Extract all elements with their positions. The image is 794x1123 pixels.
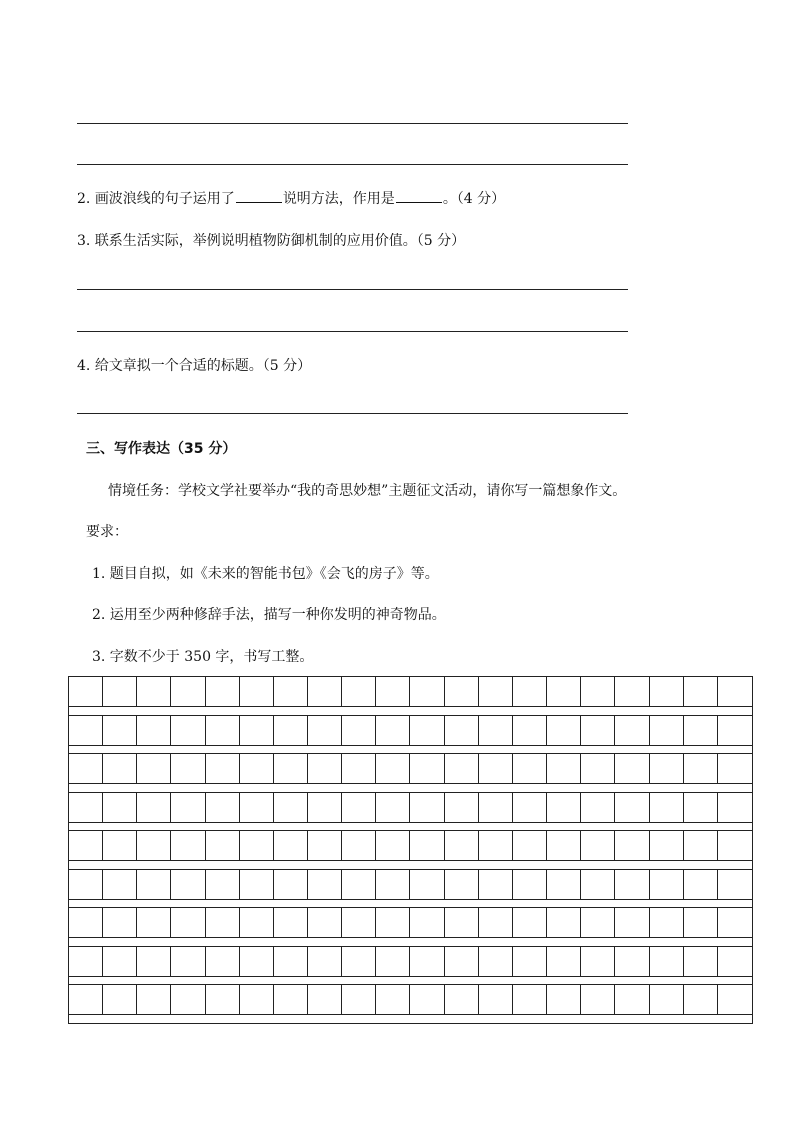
section-heading: 三、写作表达（35 分） bbox=[86, 441, 237, 457]
grid-cell[interactable] bbox=[206, 908, 240, 938]
grid-cell[interactable] bbox=[411, 831, 445, 861]
grid-cell[interactable] bbox=[274, 908, 308, 938]
question-3 bbox=[77, 232, 465, 250]
grid-cell[interactable] bbox=[684, 677, 718, 707]
grid-cell[interactable] bbox=[547, 754, 581, 784]
grid-cell[interactable] bbox=[479, 716, 513, 746]
grid-cell[interactable] bbox=[581, 985, 615, 1015]
grid-cell[interactable] bbox=[240, 870, 274, 900]
grid-cell[interactable] bbox=[171, 754, 205, 784]
grid-cell[interactable] bbox=[240, 677, 274, 707]
grid-cell[interactable] bbox=[615, 908, 649, 938]
grid-cell[interactable] bbox=[171, 793, 205, 823]
grid-cell[interactable] bbox=[376, 793, 410, 823]
grid-cell[interactable] bbox=[342, 870, 376, 900]
grid-cell[interactable] bbox=[171, 947, 205, 977]
fill-blank-effect[interactable] bbox=[396, 190, 442, 203]
grid-cell[interactable] bbox=[718, 908, 752, 938]
answer-line[interactable] bbox=[77, 123, 628, 124]
grid-cell[interactable] bbox=[376, 870, 410, 900]
grid-cell[interactable] bbox=[376, 677, 410, 707]
grid-cell[interactable] bbox=[513, 908, 547, 938]
grid-cell[interactable] bbox=[342, 793, 376, 823]
grid-cell[interactable] bbox=[445, 793, 479, 823]
grid-cell[interactable] bbox=[206, 985, 240, 1015]
grid-cell[interactable] bbox=[581, 677, 615, 707]
grid-cell[interactable] bbox=[240, 985, 274, 1015]
question-4-number: 4. bbox=[77, 358, 91, 374]
grid-cell[interactable] bbox=[69, 754, 103, 784]
grid-cell[interactable] bbox=[274, 985, 308, 1015]
grid-cell[interactable] bbox=[103, 947, 137, 977]
grid-cell[interactable] bbox=[274, 870, 308, 900]
grid-cell[interactable] bbox=[308, 908, 342, 938]
grid-cell[interactable] bbox=[479, 754, 513, 784]
grid-cell[interactable] bbox=[103, 831, 137, 861]
grid-row bbox=[69, 947, 752, 977]
composition-grid[interactable] bbox=[68, 676, 753, 1024]
question-2-number: 2. bbox=[77, 191, 91, 207]
grid-cell[interactable] bbox=[308, 831, 342, 861]
grid-cell[interactable] bbox=[547, 985, 581, 1015]
grid-cell[interactable] bbox=[69, 947, 103, 977]
grid-cell[interactable] bbox=[240, 947, 274, 977]
grid-cell[interactable] bbox=[137, 793, 171, 823]
grid-cell[interactable] bbox=[171, 870, 205, 900]
grid-cell[interactable] bbox=[445, 831, 479, 861]
grid-cell[interactable] bbox=[718, 793, 752, 823]
grid-cell[interactable] bbox=[69, 985, 103, 1015]
grid-cell[interactable] bbox=[547, 793, 581, 823]
question-3-text: 联系生活实际，举例说明植物防御机制的应用价值。（5 分） bbox=[94, 233, 466, 249]
grid-cell[interactable] bbox=[615, 677, 649, 707]
grid-cell[interactable] bbox=[581, 947, 615, 977]
grid-cell[interactable] bbox=[411, 716, 445, 746]
grid-cell[interactable] bbox=[650, 831, 684, 861]
grid-cell[interactable] bbox=[206, 793, 240, 823]
grid-cell[interactable] bbox=[581, 793, 615, 823]
grid-cell[interactable] bbox=[137, 947, 171, 977]
grid-cell[interactable] bbox=[718, 985, 752, 1015]
grid-cell[interactable] bbox=[445, 985, 479, 1015]
grid-row bbox=[69, 677, 752, 707]
grid-cell[interactable] bbox=[171, 677, 205, 707]
grid-cell[interactable] bbox=[650, 870, 684, 900]
grid-cell[interactable] bbox=[103, 716, 137, 746]
grid-cell[interactable] bbox=[513, 985, 547, 1015]
question-2-text-after: 。（4 分） bbox=[442, 191, 506, 207]
grid-row bbox=[69, 985, 752, 1015]
grid-cell[interactable] bbox=[445, 677, 479, 707]
grid-cell[interactable] bbox=[103, 793, 137, 823]
grid-cell[interactable] bbox=[547, 908, 581, 938]
grid-cell[interactable] bbox=[581, 870, 615, 900]
grid-cell[interactable] bbox=[171, 985, 205, 1015]
grid-cell[interactable] bbox=[581, 908, 615, 938]
grid-cell[interactable] bbox=[650, 754, 684, 784]
grid-cell[interactable] bbox=[581, 754, 615, 784]
grid-cell[interactable] bbox=[513, 831, 547, 861]
grid-cell[interactable] bbox=[274, 716, 308, 746]
fill-blank-method[interactable] bbox=[236, 190, 282, 203]
grid-cell[interactable] bbox=[513, 793, 547, 823]
grid-cell[interactable] bbox=[274, 793, 308, 823]
grid-cell[interactable] bbox=[411, 793, 445, 823]
grid-cell[interactable] bbox=[547, 947, 581, 977]
question-4 bbox=[77, 357, 311, 375]
grid-cell[interactable] bbox=[376, 947, 410, 977]
grid-cell[interactable] bbox=[445, 908, 479, 938]
grid-row bbox=[69, 754, 752, 784]
grid-cell[interactable] bbox=[479, 870, 513, 900]
grid-cell[interactable] bbox=[342, 908, 376, 938]
requirement-item: 2. 运用至少两种修辞手法，描写一种你发明的神奇物品。 bbox=[92, 607, 446, 623]
grid-cell[interactable] bbox=[103, 908, 137, 938]
question-2-text-middle: 说明方法，作用是 bbox=[282, 191, 395, 207]
grid-row bbox=[69, 831, 752, 861]
grid-cell[interactable] bbox=[69, 677, 103, 707]
grid-cell[interactable] bbox=[342, 831, 376, 861]
grid-cell[interactable] bbox=[411, 908, 445, 938]
grid-cell[interactable] bbox=[650, 947, 684, 977]
grid-cell[interactable] bbox=[615, 947, 649, 977]
grid-cell[interactable] bbox=[274, 947, 308, 977]
grid-cell[interactable] bbox=[308, 677, 342, 707]
grid-cell[interactable] bbox=[274, 754, 308, 784]
grid-cell[interactable] bbox=[684, 831, 718, 861]
grid-cell[interactable] bbox=[684, 870, 718, 900]
question-3-number: 3. bbox=[77, 233, 91, 249]
grid-cell[interactable] bbox=[308, 985, 342, 1015]
grid-cell[interactable] bbox=[513, 754, 547, 784]
grid-cell[interactable] bbox=[615, 870, 649, 900]
grid-cell[interactable] bbox=[650, 985, 684, 1015]
grid-cell[interactable] bbox=[615, 985, 649, 1015]
grid-cell[interactable] bbox=[206, 716, 240, 746]
grid-cell[interactable] bbox=[171, 831, 205, 861]
grid-cell[interactable] bbox=[308, 716, 342, 746]
grid-cell[interactable] bbox=[103, 870, 137, 900]
grid-cell[interactable] bbox=[240, 908, 274, 938]
grid-cell[interactable] bbox=[684, 793, 718, 823]
grid-cell[interactable] bbox=[411, 677, 445, 707]
requirements-label: 要求： bbox=[86, 524, 128, 540]
grid-cell[interactable] bbox=[411, 754, 445, 784]
grid-cell[interactable] bbox=[376, 908, 410, 938]
grid-cell[interactable] bbox=[718, 677, 752, 707]
grid-cell[interactable] bbox=[479, 677, 513, 707]
question-2-text-before: 画波浪线的句子运用了 bbox=[94, 191, 235, 207]
grid-cell[interactable] bbox=[137, 870, 171, 900]
grid-cell[interactable] bbox=[513, 716, 547, 746]
answer-line[interactable] bbox=[77, 413, 628, 414]
grid-row bbox=[69, 870, 752, 900]
grid-cell[interactable] bbox=[445, 870, 479, 900]
grid-cell[interactable] bbox=[718, 831, 752, 861]
grid-cell[interactable] bbox=[376, 716, 410, 746]
grid-cell[interactable] bbox=[411, 947, 445, 977]
grid-cell[interactable] bbox=[479, 947, 513, 977]
grid-cell[interactable] bbox=[308, 870, 342, 900]
grid-cell[interactable] bbox=[137, 985, 171, 1015]
grid-cell[interactable] bbox=[376, 754, 410, 784]
grid-cell[interactable] bbox=[479, 908, 513, 938]
grid-cell[interactable] bbox=[547, 831, 581, 861]
grid-cell[interactable] bbox=[684, 716, 718, 746]
grid-cell[interactable] bbox=[308, 793, 342, 823]
answer-line[interactable] bbox=[77, 331, 628, 332]
grid-cell[interactable] bbox=[445, 754, 479, 784]
grid-cell[interactable] bbox=[69, 908, 103, 938]
grid-cell[interactable] bbox=[342, 716, 376, 746]
grid-cell[interactable] bbox=[513, 947, 547, 977]
writing-task: 情境任务：学校文学社要举办“我的奇思妙想”主题征文活动，请你写一篇想象作文。 bbox=[108, 483, 627, 499]
grid-cell[interactable] bbox=[411, 870, 445, 900]
grid-cell[interactable] bbox=[479, 831, 513, 861]
grid-cell[interactable] bbox=[479, 793, 513, 823]
grid-cell[interactable] bbox=[513, 677, 547, 707]
grid-cell[interactable] bbox=[206, 754, 240, 784]
grid-cell[interactable] bbox=[581, 716, 615, 746]
grid-cell[interactable] bbox=[650, 908, 684, 938]
grid-cell[interactable] bbox=[69, 793, 103, 823]
grid-cell[interactable] bbox=[171, 908, 205, 938]
grid-cell[interactable] bbox=[206, 677, 240, 707]
grid-cell[interactable] bbox=[718, 716, 752, 746]
grid-cell[interactable] bbox=[103, 677, 137, 707]
grid-row bbox=[69, 908, 752, 938]
grid-cell[interactable] bbox=[615, 793, 649, 823]
grid-cell[interactable] bbox=[445, 716, 479, 746]
grid-row bbox=[69, 716, 752, 746]
grid-cell[interactable] bbox=[240, 831, 274, 861]
grid-cell[interactable] bbox=[137, 716, 171, 746]
grid-cell[interactable] bbox=[581, 831, 615, 861]
grid-cell[interactable] bbox=[718, 870, 752, 900]
grid-cell[interactable] bbox=[411, 985, 445, 1015]
grid-cell[interactable] bbox=[650, 793, 684, 823]
grid-cell[interactable] bbox=[206, 947, 240, 977]
grid-cell[interactable] bbox=[513, 870, 547, 900]
grid-cell[interactable] bbox=[718, 754, 752, 784]
question-2 bbox=[77, 190, 505, 208]
grid-cell[interactable] bbox=[684, 754, 718, 784]
grid-cell[interactable] bbox=[308, 947, 342, 977]
question-4-text: 给文章拟一个合适的标题。（5 分） bbox=[94, 358, 312, 374]
grid-cell[interactable] bbox=[376, 831, 410, 861]
grid-cell[interactable] bbox=[342, 677, 376, 707]
grid-cell[interactable] bbox=[240, 754, 274, 784]
grid-row bbox=[69, 793, 752, 823]
grid-cell[interactable] bbox=[479, 985, 513, 1015]
grid-cell[interactable] bbox=[69, 716, 103, 746]
answer-line[interactable] bbox=[77, 289, 628, 290]
grid-cell[interactable] bbox=[206, 870, 240, 900]
grid-cell[interactable] bbox=[615, 716, 649, 746]
grid-cell[interactable] bbox=[103, 985, 137, 1015]
grid-cell[interactable] bbox=[171, 716, 205, 746]
grid-cell[interactable] bbox=[137, 831, 171, 861]
grid-cell[interactable] bbox=[684, 908, 718, 938]
grid-cell[interactable] bbox=[137, 908, 171, 938]
grid-cell[interactable] bbox=[342, 985, 376, 1015]
grid-cell[interactable] bbox=[615, 831, 649, 861]
grid-cell[interactable] bbox=[274, 831, 308, 861]
grid-cell[interactable] bbox=[137, 754, 171, 784]
grid-cell[interactable] bbox=[342, 754, 376, 784]
requirement-item: 3. 字数不少于 350 字，书写工整。 bbox=[92, 649, 314, 665]
grid-cell[interactable] bbox=[684, 985, 718, 1015]
grid-cell[interactable] bbox=[103, 754, 137, 784]
grid-cell[interactable] bbox=[650, 677, 684, 707]
grid-cell[interactable] bbox=[547, 870, 581, 900]
requirement-item: 1. 题目自拟，如《未来的智能书包》《会飞的房子》等。 bbox=[92, 566, 439, 582]
grid-cell[interactable] bbox=[137, 677, 171, 707]
grid-cell[interactable] bbox=[240, 716, 274, 746]
grid-cell[interactable] bbox=[376, 985, 410, 1015]
grid-cell[interactable] bbox=[547, 677, 581, 707]
grid-cell[interactable] bbox=[547, 716, 581, 746]
grid-cell[interactable] bbox=[69, 870, 103, 900]
grid-cell[interactable] bbox=[342, 947, 376, 977]
answer-line[interactable] bbox=[77, 164, 628, 165]
grid-cell[interactable] bbox=[445, 947, 479, 977]
grid-cell[interactable] bbox=[650, 716, 684, 746]
grid-cell[interactable] bbox=[718, 947, 752, 977]
grid-cell[interactable] bbox=[308, 754, 342, 784]
grid-cell[interactable] bbox=[206, 831, 240, 861]
grid-cell[interactable] bbox=[684, 947, 718, 977]
grid-cell[interactable] bbox=[615, 754, 649, 784]
grid-cell[interactable] bbox=[240, 793, 274, 823]
grid-cell[interactable] bbox=[69, 831, 103, 861]
grid-cell[interactable] bbox=[274, 677, 308, 707]
